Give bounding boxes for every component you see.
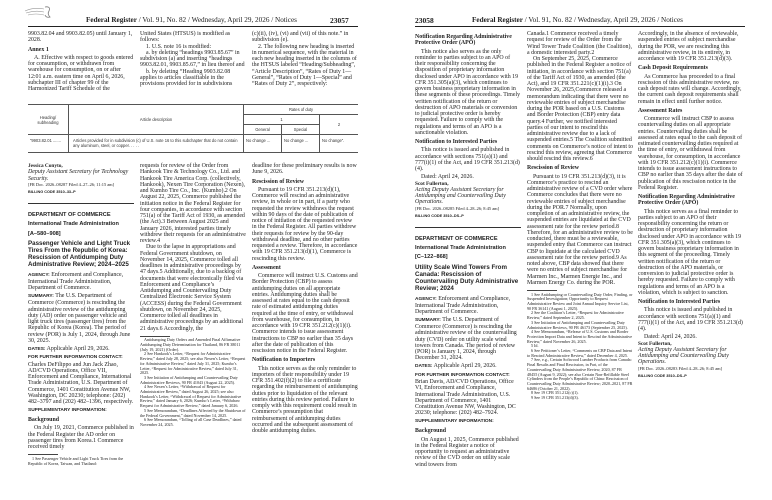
body-paragraph: Commerce will instruct CBP to assess countervailing duties on all appropriate entries. Countervailing duties shall be assessed at rates equal to the cash deposit of estimated countervailing duties required at the time of entry, or withdrawal from warehouse, for consumption, in accordance with 19 CFR 351.212(c)(1)(i). Commerce intends to issue assessment instructions to CBP no earlier than 35 days after the date of publication of this rescission notice in the Federal Register. bbox=[638, 116, 743, 191]
field-text: Enforcement and Compliance, International Trade Administration, Department of Commerce. bbox=[28, 271, 124, 292]
footnote: 7 See, e.g., Certain Softwood Lumber Products from Canada: Final Results and Final Rescission, in Part, of the Countervailing Duty Administrative Review, 2020, 87 FR 48455 (August 9, 2022); see also Certain Non-Refillable Steel Cylinders from the People’s Republic of China: Rescission of Countervailing Duty Administrative Review; 2020–2021, 87 FR 64686 (October 21, 2022). bbox=[527, 357, 633, 391]
section-heading: Notification to Interested Parties bbox=[638, 299, 721, 305]
footnote: 1 See Passenger Vehicle and Light Truck Tires from the Republic of Korea, Taiwan, and Thailand: bbox=[28, 455, 124, 466]
section-heading: Notification Regarding Administrative Protective Order (APO) bbox=[638, 194, 735, 207]
body-paragraph: Pursuant to 19 CFR 351.213(d)(3), it is Commerce’s practice to rescind an administrative review of a CVD order where Commerce concludes that there were no reviewable entries of subject merchandise during the POR.7 Normally, upon completion of an administrative review, the suspended entries are liquidated at the CVD assessment rate for the review period.8 Therefore, for an administrative review to be conducted, there must be a reviewable, suspended entry that Commerce can instruct CBP to liquidate at the calculated CVD assessment rate for the review period.9 As noted above, CBP data showed that there were no entries of subject merchandise for Marmen Inc., Marmen Energie Inc., and Marmen Energy Co. during the POR. bbox=[527, 173, 633, 286]
section-heading: Rescission of Review bbox=[527, 165, 580, 172]
field-label: AGENCY: bbox=[415, 296, 437, 302]
document-title: Passenger Vehicle and Light Truck Tires From the Republic of Korea: Rescission of Antidumping Duty Administrative Review; 2024–2025 bbox=[28, 239, 131, 268]
cell-general: No change ... bbox=[244, 135, 282, 153]
section-heading: Background bbox=[28, 417, 59, 424]
column bbox=[140, 163, 246, 428]
column bbox=[252, 31, 358, 87]
field-text: Applicable April 29, 2026. bbox=[45, 345, 110, 352]
body-paragraph: This notice also serves as the only reminder to parties subject to an APO of their responsibility concerning the disposition of proprietary information disclosed under APO in accordance with 19 CFR 351.305(a)(3), which continues to govern business proprietary information in these segments of these proceedings. Timely written notification of the return or destruction of APO materials or conversion to judicial protective order is hereby requested. Failure to comply with the regulations and terms of an APO is a sanctionable violation. bbox=[415, 48, 521, 136]
section-heading: Rescission of Review bbox=[252, 178, 305, 185]
signer-title: Acting Deputy Assistant Secretary for Antidumping and Countervailing Duty Operations. bbox=[638, 346, 729, 366]
agency-heading: DEPARTMENT OF COMMERCE bbox=[28, 212, 111, 219]
footnote: 6 See Petitioner’s Letter, “Comments on CBP Data and Intent to Rescind Administrative Review,” dated December 4, 2025. bbox=[527, 348, 633, 358]
field-label: FOR FURTHER INFORMATION CONTACT: bbox=[28, 355, 123, 361]
signer-title: Acting Deputy Assistant Secretary for Antidumping and Countervailing Duty Operations. bbox=[415, 186, 506, 206]
section-heading: Notification to Importers bbox=[252, 357, 316, 364]
labeled-paragraph bbox=[28, 272, 134, 292]
agency-heading: DEPARTMENT OF COMMERCE bbox=[415, 235, 498, 242]
billing-code: BILLING CODE 3510–DS–P bbox=[638, 373, 687, 378]
footnote-divider bbox=[140, 336, 170, 337]
labeled-paragraph bbox=[415, 363, 521, 370]
field-text: The U.S. Department of Commerce (Commerce) is rescinding the administrative review of the countervailing duty (CVD) order on utility scale wind towers from Canada. The period of review (POR) is January 1, 2024, through December 31, 2024. bbox=[415, 316, 517, 362]
page-number: 23058 bbox=[415, 16, 434, 25]
body-paragraph: requests for review of the Order from Hankook Tire & Technology Co., Ltd. and Hankook Tire America Corp. (collectively, Hankook), Nexen Tire Corporation (Nexen), and Kumho Tire Co., Inc. (Kumho).2 On August 22, 2025, Commerce published the initiation notice in the Federal Register for four companies, in accordance with section 751(a) of the Tariff Act of 1930, as amended (the Act).3 Between August 2025 and January 2026, interested parties timely withdrew their requests for an administrative review.4 bbox=[140, 163, 246, 244]
publication-title: Federal Register bbox=[472, 16, 523, 24]
agency-heading: [A–580–908] bbox=[28, 230, 61, 237]
labeled-paragraph bbox=[415, 296, 521, 316]
running-header bbox=[86, 16, 297, 24]
labeled-paragraph bbox=[28, 354, 134, 405]
section-divider bbox=[28, 203, 134, 204]
field-text: Brian Davis, AD/CVD Operations, Office VI, Enforcement and Compliance, International Trade Administration, U.S. Department of Commerce, 1401 Constitution Avenue NW, Washington, DC 20230; telephone: (202) 482–7924. bbox=[415, 379, 516, 417]
body-paragraph: Pursuant to 19 CFR 351.213(d)(1), Commerce will rescind an administrative review, in whole or in part, if a party who requested the review withdraws the request within 90 days of the date of publication of notice of initiation of the requested review in the Federal Register. All parties withdrew their requests for review by the 90-day withdrawal deadline, and no other parties requested a review. Therefore, in accordance with 19 CFR 351.213(d)(1), Commerce is rescinding this review. bbox=[252, 186, 358, 262]
column bbox=[527, 31, 633, 401]
body-paragraph: (c)(ii), (iv), (vi) and (vii) of this note.” in subdivision (e). bbox=[252, 31, 349, 44]
body-paragraph: On September 25, 2025, Commerce published in the Federal Register a notice of initiation, in accordance with section 751(a) of the Tariff Act of 1930, as amended (the Act), and 19 CFR 351.221(c)(1)(i).3 On November 26, 2025,Commerce released a memorandum indicating that there were no reviewable entries of subject merchandise during the POR based on a U.S. Customs and Border Protection (CBP) entry data query.4 Further, we notified interested parties of our intent to rescind this administrative review due to a lack of suspended entries.5 The Coalition submitted comments on Commerce’s notice of intent to rescind this review, agreeing that Commerce should rescind this review.6 bbox=[527, 56, 634, 162]
table-header-special: Special bbox=[282, 125, 320, 135]
table-header-rate2: 2 bbox=[320, 115, 359, 135]
agency-heading: [C–122–868] bbox=[415, 254, 448, 261]
signer-name: Scot Fullerton, bbox=[415, 180, 449, 187]
footnote: 8 See 19 CFR 351.212(c)(1). bbox=[531, 390, 579, 396]
footnote: 4 See Memorandum, “Release of U.S. Customs and Border Protection Import Data and Intent to Rescind the Administrative Review,” dated November 26, 2025. bbox=[527, 329, 633, 344]
section-heading: Cash Deposit Requirements bbox=[638, 65, 708, 72]
footnote: 9 See 19 CFR 351.213(d)(3). bbox=[531, 395, 579, 401]
body-paragraph: A. Effective with respect to goods entered for consumption, or withdrawn from warehouse for consumption, on or after 12:01 a.m. eastern time on April 6, 2026, subchapter III of chapter 99 of the Harmonized Tariff Schedule of the bbox=[28, 54, 134, 92]
body-paragraph: On August 1, 2025, Commerce published in the Federal Register a notice of opportunity to request an administrative review of the CVD order on utility scale wind towers from bbox=[415, 436, 519, 468]
field-label: SUMMARY: bbox=[28, 294, 54, 300]
fr-doc-line: [FR Doc. 2026–08285 Filed 4–28–26; 8:45 am] bbox=[415, 205, 500, 211]
page-right bbox=[386, 0, 772, 500]
field-label: FOR FURTHER INFORMATION CONTACT: bbox=[415, 372, 510, 378]
column bbox=[28, 163, 134, 466]
body-paragraph: 1. U.S. note 16 is modified: bbox=[146, 43, 212, 50]
field-label: AGENCY: bbox=[28, 272, 50, 278]
federal-register-logo-icon bbox=[24, 5, 54, 19]
table-header-general: General bbox=[244, 125, 282, 135]
signer-name: Scot Fullerton, bbox=[638, 340, 672, 347]
table-header-rates: Rates of duty bbox=[244, 105, 359, 115]
footnote-divider bbox=[527, 290, 557, 291]
field-text: The U.S. Department of Commerce (Commerce) is rescinding the administrative review of the antidumping duty (AD) order on passenger vehicle and light truck tires (passenger tires) from the Republic of Korea (Korea). The period of review (POR) is July 1, 2024, through June 30, 2025. bbox=[28, 293, 131, 344]
body-paragraph: b. by deleting “Heading 9903.82.08 applies to articles classifiable in the provisions provided for in subdivisions bbox=[140, 68, 233, 87]
body-paragraph: This notice is issued and published in accordance with sections 751(a)(1) and 777(i)(1) of the Act, and 19 CFR 351.213(d)(4). bbox=[638, 307, 743, 332]
dated-line: Dated: April 24, 2026. bbox=[421, 174, 474, 181]
section-divider bbox=[415, 227, 521, 228]
labeled-paragraph bbox=[415, 418, 521, 425]
field-label: SUPPLEMENTARY INFORMATION: bbox=[415, 419, 494, 425]
agency-heading: International Trade Administration bbox=[415, 245, 506, 252]
section-heading: Notification Regarding Administrative Protective Order (APO) bbox=[415, 34, 512, 47]
body-paragraph: This notice serves as a final reminder to parties subject to an APO of their responsibility concerning the return or destruction of proprietary information disclosed under APO in accordance with 19 CFR 351.305(a)(3), which continues to govern business proprietary information in this segment of the proceeding. Timely written notification of the return or destruction of the APO materials, or conversion to judicial protective order is hereby requested. Failure to comply with regulations and terms of an APO is a violation, which is subject to sanction. bbox=[638, 208, 742, 296]
column bbox=[638, 31, 744, 379]
body-paragraph: This notice serves as the only reminder to importers of their responsibility under 19 CFR 351.402(f)(2) to file a certificate regarding the reimbursement of antidumping duties prior to liquidation of the relevant entries during this review period. Failure to comply with this requirement could result in Commerce’s presumption that reimbursement of antidumping duties occurred and the subsequent assessment of double antidumping duties. bbox=[252, 365, 358, 434]
field-label: SUMMARY: bbox=[415, 317, 441, 323]
footnote: 5 Id. bbox=[531, 343, 539, 349]
table-row bbox=[28, 135, 358, 153]
body-paragraph: As Commerce has proceeded to a final rescission of this administrative review, no cash deposit rates will change. Accordingly, the current cash deposit requirements shall remain in effect until further notice. bbox=[638, 73, 742, 105]
section-heading: Background bbox=[415, 428, 446, 435]
section-heading: Assessment bbox=[252, 264, 281, 271]
body-paragraph: 9903.82.04 and 9903.82.05) until January 1, 2028. bbox=[28, 31, 133, 44]
labeled-paragraph bbox=[28, 293, 134, 344]
issue-info: / Vol. 91, No. 82 / Wednesday, April 29, 2026 / Notices bbox=[136, 16, 297, 24]
billing-code: BILLING CODE 3510–33–P bbox=[28, 190, 76, 194]
field-text: Charles DeFilippo and Jun Jack Zhao, AD/CVD Operations, Office VII, Enforcement and Compliance, International Trade Administration, U.S. Department of Commerce, 1401 Constitution Avenue NW, Washington, DC 20230; telephone: (202) 482–3797 and (202) 482–1396, respectively. bbox=[28, 361, 134, 406]
fr-doc-line: [FR Doc. 2026–08283 Filed 4–28–26; 8:45 am] bbox=[638, 365, 723, 371]
column bbox=[140, 31, 246, 87]
column bbox=[28, 31, 134, 92]
field-label: SUPPLEMENTARY INFORMATION: bbox=[28, 407, 107, 413]
footnote: 3 See Initiation of Antidumping and Countervailing Duty Administrative Reviews, 90 FR 46173 (September 25, 2025). bbox=[527, 319, 628, 330]
agency-heading: International Trade Administration bbox=[28, 221, 119, 228]
body-paragraph: On July 19, 2021, Commerce published in the Federal Register the AD order on passenger tires from Korea.1 Commerce received timely bbox=[28, 425, 134, 451]
issue-info: / Vol. 91, No. 82 / Wednesday, April 29, 2026 / Notices bbox=[522, 16, 683, 24]
footnote: 1 See Antidumping or Countervailing Duty Order, Finding, or Suspended Investigation; Opportunity to Request Administrative Review and Joint Annual Inquiry Service List, 90 FR 36141 (August 1, 2025). bbox=[527, 291, 633, 311]
section-heading: Notification to Interested Parties bbox=[415, 139, 498, 145]
field-label: DATES: bbox=[415, 364, 433, 370]
section-heading: Assessment Rates bbox=[638, 107, 683, 114]
table-header-heading: Heading/ subheading bbox=[28, 105, 69, 135]
footnote: 4 See Nexen’s Letter, “Withdrawal of Request for Administrative Review,” dated August 26, 2025; see also Hankook’s Letter, “Withdrawal of Request for Administrative Review,” dated January 6, 2026; Kumho’s Letter, “Withdraw Request for Administrative Review,” dated January 6, 2026. bbox=[140, 384, 242, 409]
column bbox=[252, 163, 358, 434]
footnote: 2 See the Coalition’s Letter, “Request for Administrative Review,” dated September 2, 2025. bbox=[527, 310, 624, 321]
publication-title: Federal Register bbox=[86, 16, 137, 24]
tariff-table bbox=[28, 104, 358, 153]
cell-special: No change ... bbox=[282, 135, 320, 153]
document-title: Utility Scale Wind Towers From Canada: Rescission of Countervailing Duty Administrative Review; 2024 bbox=[415, 263, 519, 292]
body-paragraph: 2. The following new heading is inserted in numerical sequence, with the material in each new heading inserted in the columns of the HTSUS labeled “Heading/Subheading”, “Article Description”, “Rates of Duty 1—General”, “Rates of Duty 1—Special” and “Rates of Duty 2”, respectively: bbox=[252, 43, 357, 87]
labeled-paragraph bbox=[415, 317, 521, 362]
body-paragraph: deadline for these preliminary results is now June 9, 2026. bbox=[252, 163, 357, 176]
footnote: 3 See Initiation of Antidumping and Countervailing Duty Administrative Reviews, 90 FR 41043 (August 22, 2025). bbox=[140, 374, 238, 385]
cell-rate2: No change”. bbox=[320, 135, 359, 153]
footnote: 2 See Hankook’s Letter, “Request for Administrative Review,” dated July 28, 2025; see also Nexen’s Letter, “Request for Administrative Review,” dated July 31, 2025; Kumho’s Letter, “Request for Administrative Review,” dated July 31, 2025. bbox=[140, 351, 246, 376]
signer-title: Deputy Assistant Secretary for Technology Security. bbox=[28, 169, 129, 182]
body-paragraph: Canada.1 Commerce received a timely request for review of the Order from the Wind Tower Trade Coalition (the Coalition), a domestic interested party.2 bbox=[527, 31, 632, 56]
header-rule bbox=[28, 26, 358, 27]
body-paragraph: Due to the lapse in appropriations and Federal Government shutdown, on November 14, 2025, Commerce tolled all deadlines in administrative proceedings by 47 days.5 Additionally, due to a backlog of documents that were electronically filed via Enforcement and Compliance’s Antidumping and Countervailing Duty Centralized Electronic Service System (ACCESS) during the Federal Government shutdown, on November 24, 2025, Commerce tolled all deadlines in administrative proceedings by an additional 21 days.6 Accordingly, the bbox=[140, 244, 244, 332]
table-header-rate1: 1 bbox=[244, 115, 320, 125]
running-header bbox=[472, 16, 683, 24]
field-text: Applicable April 29, 2026. bbox=[432, 363, 497, 370]
signer-name: Jessica Conyto, bbox=[28, 163, 63, 169]
footnote: Antidumping Duty Orders and Amended Final Affirmative Antidumping Duty Determination for Thailand, 86 FR 38011 (July 19, 2021) (Order). bbox=[140, 337, 241, 352]
body-paragraph: Accordingly, in the absence of reviewable, suspended entries of subject merchandise during the POR, we are rescinding this administrative review, in its entirety, in accordance with 19 CFR 351.213(d)(3). bbox=[638, 31, 739, 62]
table-header-description: Article description bbox=[69, 105, 244, 135]
body-paragraph: This notice is issued and published in accordance with sections 751(a)(1) and 777(i)(1) of the Act, and 19 CFR 351.213(d)(4). bbox=[415, 147, 520, 172]
column bbox=[415, 31, 521, 468]
section-heading: Annex 1 bbox=[28, 46, 49, 53]
field-text: Enforcement and Compliance, International Trade Administration, Department of Commerce. bbox=[415, 295, 511, 316]
footnote: 6 See Memorandum, “Tolling of all Case Deadlines,” dated November 24, 2025. bbox=[140, 417, 242, 427]
labeled-paragraph bbox=[28, 346, 134, 353]
labeled-paragraph bbox=[28, 407, 134, 414]
body-paragraph: United States (HTSUS) is modified as follows: bbox=[140, 31, 231, 44]
dated-line: Dated: April 24, 2026. bbox=[644, 334, 697, 341]
fr-doc-line: [FR Doc. 2026–08287 Filed 4–27–26; 11:15 am] bbox=[28, 181, 115, 187]
footnote: 5 See Memorandum, “Deadlines Affected by the Shutdown of the Federal Government,” dated November 14, 2025. bbox=[140, 407, 246, 418]
body-paragraph: a. by deleting “headings 9903.85.67” in subdivision (a) and inserting “headings 9903.82.01, 9903.85.67,” in lieu thereof and bbox=[140, 49, 245, 69]
field-label: DATES: bbox=[28, 346, 46, 352]
labeled-paragraph bbox=[415, 372, 521, 417]
header-rule bbox=[415, 26, 745, 27]
footnote-divider bbox=[28, 454, 58, 455]
cell-heading: “9903.82.01 ....... bbox=[28, 135, 69, 153]
page-number: 23057 bbox=[330, 16, 349, 25]
billing-code: BILLING CODE 3510–DS–P bbox=[415, 213, 464, 218]
body-paragraph: Commerce will instruct U.S. Customs and Border Protection (CBP) to assess antidumping duties on all appropriate entries. Antidumping duties shall be assessed at rates equal to the cash deposit rate of estimated antidumping duties required at the time of entry, or withdrawal from warehouse, for consumption, in accordance with 19 CFR 351.212(c)(1)(i). Commerce intends to issue assessment instructions to CBP no earlier than 35 days after the date of publication of this rescission notice in the Federal Register. bbox=[252, 273, 358, 354]
cell-description: Articles provided for in subdivision (c) of U.S. note 16 to this subchapter that do not contain any aluminum, steel, or copper. . . . . bbox=[69, 135, 244, 153]
